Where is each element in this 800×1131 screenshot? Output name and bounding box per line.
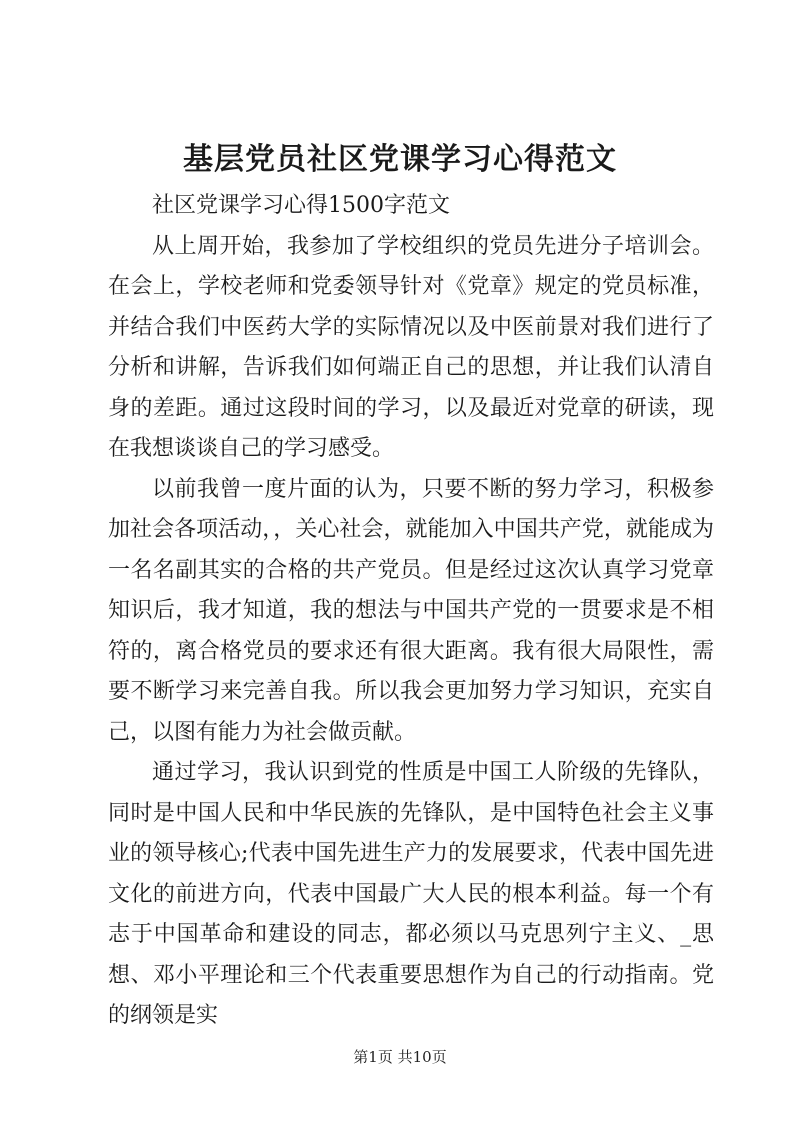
paragraph-2: 以前我曾一度片面的认为，只要不断的努力学习，积极参加社会各项活动，，关心社会，就能加入中国共产党，就能成为一名名副其实的合格的共产党员。但是经过这次认真学习党章知识后，我才知道，我的想法与中国共产党的一贯要求是不相符的，离合格党员的要求还有很大距离。我有很大局限性，需要不断学习来完善自我。所以我会更加努力学习知识，充实自己，以图有能力为社会做贡献。	[108, 476, 714, 745]
paragraph-3: 通过学习，我认识到党的性质是中国工人阶级的先锋队，同时是中国人民和中华民族的先锋队，是中国特色社会主义事业的领导核心;代表中国先进生产力的发展要求，代表中国先进文化的前进方向，代表中国最广大人民的根本利益。每一个有志于中国革命和建设的同志，都必须以马克思列宁主义、_思想、邓小平理论和三个代表重要思想作为自己的行动指南。党的纲领是实	[108, 760, 714, 1028]
document-subtitle: 社区党课学习心得1500字范文	[152, 193, 450, 218]
paragraph-1: 从上周开始，我参加了学校组织的党员先进分子培训会。在会上，学校老师和党委领导针对《党章》规定的党员标准，并结合我们中医药大学的实际情况以及中医前景对我们进行了分析和讲解，告诉我们如何端正自己的思想，并让我们认清自身的差距。通过这段时间的学习，以及最近对党章的研读，现在我想谈谈自己的学习感受。	[108, 233, 714, 461]
document-title: 基层党员社区党课学习心得范文	[183, 142, 617, 177]
page-footer: 第1页 共10页	[353, 1048, 447, 1066]
document-body	[108, 186, 714, 1037]
